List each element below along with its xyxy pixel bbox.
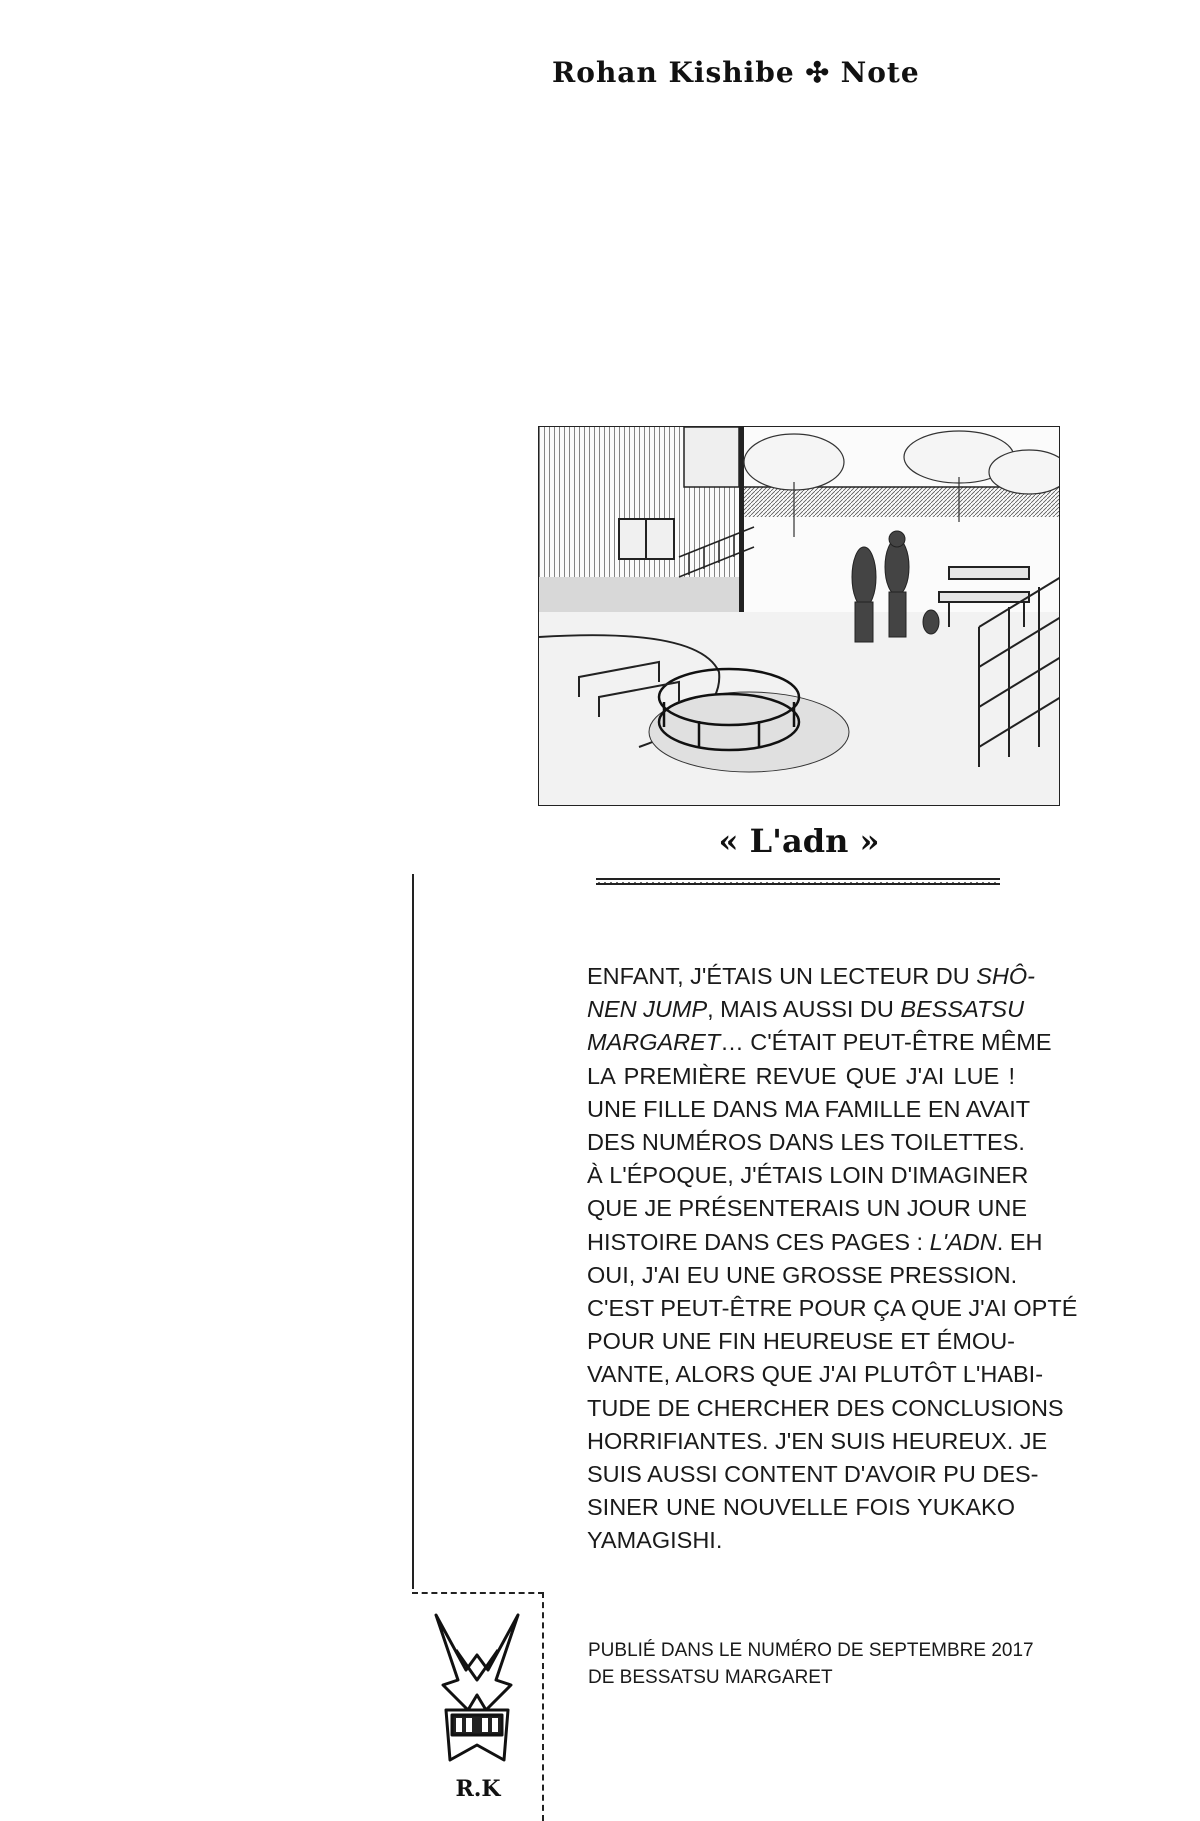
body-text-segment: UNE FILLE DANS MA FAMILLE EN AVAIT xyxy=(587,1095,1031,1122)
body-line xyxy=(587,1026,1052,1059)
body-text-segment: OUI, J'AI EU UNE GROSSE PRESSION. xyxy=(587,1261,1018,1288)
body-line xyxy=(587,1060,1015,1093)
body-text-italic: L'ADN xyxy=(929,1228,997,1255)
separator-cross-icon: ✣ xyxy=(805,56,830,89)
body-text-italic: MARGARET xyxy=(587,1029,721,1056)
title-close-quote: » xyxy=(859,822,880,860)
body-line xyxy=(587,1491,1015,1524)
dotted-divider xyxy=(596,878,1000,885)
body-line xyxy=(587,1325,1015,1358)
rohan-emblem-icon xyxy=(426,1610,528,1770)
body-line xyxy=(587,1358,1044,1391)
margin-vertical-line xyxy=(412,874,414,1589)
body-line xyxy=(587,1226,1043,1259)
body-line xyxy=(587,1159,1029,1192)
body-line xyxy=(587,993,1025,1026)
body-line xyxy=(587,1093,1031,1126)
body-text-italic: BESSATSU xyxy=(900,996,1025,1023)
author-note-body xyxy=(587,960,1078,1558)
series-name: Rohan Kishibe xyxy=(552,56,795,89)
body-text-segment: TUDE DE CHERCHER DES CONCLUSIONS xyxy=(587,1394,1064,1421)
body-text-segment: À L'ÉPOQUE, J'ÉTAIS LOIN D'IMAGINER xyxy=(587,1162,1029,1189)
section-name: Note xyxy=(840,56,920,89)
body-text-segment: SINER UNE NOUVELLE FOIS YUKAKO xyxy=(587,1494,1015,1521)
body-text-segment: ENFANT, J'ÉTAIS UN LECTEUR DU xyxy=(587,963,977,989)
body-line xyxy=(587,1524,1015,1557)
body-text-segment: C'EST PEUT-ÊTRE POUR ÇA QUE J'AI OPTÉ xyxy=(587,1295,1078,1322)
publication-line-1: PUBLIÉ DANS LE NUMÉRO DE SEPTEMBRE 2017 xyxy=(588,1640,1034,1661)
body-line xyxy=(587,1392,1064,1425)
body-text-segment: QUE JE PRÉSENTERAIS UN JOUR UNE xyxy=(587,1195,1028,1222)
body-text-segment: SUIS AUSSI CONTENT D'AVOIR PU DES- xyxy=(587,1461,1039,1488)
publication-line-2: DE BESSATSU MARGARET xyxy=(588,1667,833,1688)
title-open-quote: « xyxy=(718,822,739,860)
body-text-segment: POUR UNE FIN HEUREUSE ET ÉMOU- xyxy=(587,1328,1015,1355)
body-line xyxy=(587,1292,1078,1325)
body-line xyxy=(587,960,1035,993)
body-text-segment: DES NUMÉROS DANS LES TOILETTES. xyxy=(587,1129,1025,1156)
park-scene-drawing xyxy=(539,427,1060,806)
story-title xyxy=(538,822,1060,860)
body-line xyxy=(587,1126,1025,1159)
body-line xyxy=(587,1192,1028,1225)
body-text-segment: HISTOIRE DANS CES PAGES : xyxy=(587,1228,930,1255)
body-text-segment: YAMAGISHI. xyxy=(587,1527,723,1554)
body-text-segment: HORRIFIANTES. J'EN SUIS HEUREUX. JE xyxy=(587,1427,1048,1454)
body-line xyxy=(587,1458,1039,1491)
body-text-segment: . EH xyxy=(996,1228,1043,1255)
author-initials: R.K xyxy=(455,1776,501,1802)
body-text-segment: … C'ÉTAIT PEUT-ÊTRE MÊME xyxy=(720,1029,1052,1056)
body-text-segment: , MAIS AUSSI DU xyxy=(707,996,901,1023)
publication-note xyxy=(588,1637,1034,1691)
story-title-text: L'adn xyxy=(749,822,849,860)
body-text-segment: LA PREMIÈRE REVUE QUE J'AI LUE ! xyxy=(587,1062,1015,1089)
body-text-italic: NEN JUMP xyxy=(587,996,708,1023)
manga-panel-illustration xyxy=(538,426,1060,806)
body-text-italic: SHÔ- xyxy=(976,963,1035,989)
body-line xyxy=(587,1425,1048,1458)
body-text-segment: VANTE, ALORS QUE J'AI PLUTÔT L'HABI- xyxy=(587,1361,1044,1388)
page-header xyxy=(552,56,920,89)
body-line xyxy=(587,1259,1018,1292)
